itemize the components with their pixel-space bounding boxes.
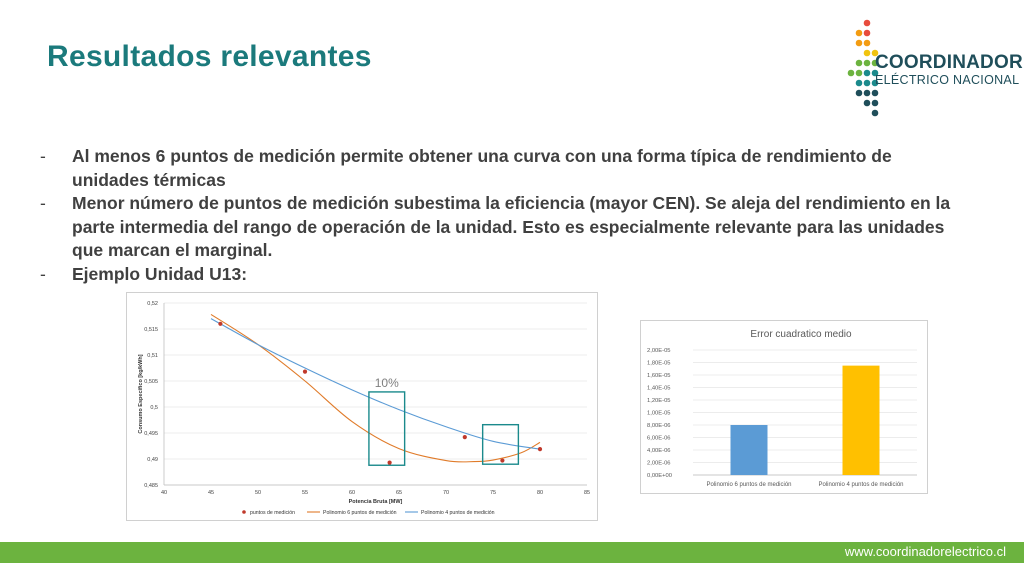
x-tick-label: 60	[348, 490, 356, 496]
logo-dot	[864, 70, 871, 77]
slide-title: Resultados relevantes	[47, 40, 372, 73]
bar-category-label: Polinomio 4 puntos de medición	[818, 482, 904, 488]
bar-y-tick-label: 1,40E-05	[647, 385, 671, 392]
legend-poly6-label: Polinomio 6 puntos de medición	[323, 510, 397, 516]
x-tick-label: 55	[301, 490, 309, 496]
bar	[731, 425, 768, 475]
x-axis-title: Potencia Bruta [MW]	[348, 499, 403, 505]
bar	[843, 366, 880, 475]
logo-dot	[864, 20, 871, 27]
measurement-point	[218, 322, 222, 326]
annotation-label: 10%	[374, 375, 399, 390]
logo-dot	[872, 100, 879, 107]
measurement-point	[388, 461, 392, 465]
measurement-point	[500, 458, 504, 462]
x-tick-label: 70	[442, 490, 450, 496]
x-tick-label: 75	[489, 490, 497, 496]
bar-y-tick-label: 2,00E-06	[647, 460, 671, 467]
logo-dot	[864, 100, 871, 107]
bullet-text: Menor número de puntos de medición subestima la eficiencia (mayor CEN). Se aleja del rendimiento en la parte intermedia del rango de operación de la unidad. Esto es especialmente relevante para las unidades que marcan el marginal.	[72, 193, 951, 260]
bullet-item	[40, 192, 960, 263]
y-axis-title: Consumo Específico [kg/kWh]	[138, 354, 144, 434]
y-tick-label: 0,495	[144, 431, 158, 437]
logo-dot	[864, 50, 871, 57]
logo-dot	[864, 80, 871, 87]
logo-dot	[872, 90, 879, 97]
bullet-dash: -	[40, 263, 46, 284]
bar-y-tick-label: 0,00E+00	[647, 473, 672, 479]
highlight-box	[369, 392, 405, 465]
logo-dot	[856, 40, 863, 47]
bar-chart-title: Error cuadratico medio	[750, 329, 852, 340]
error-bar-chart	[640, 320, 928, 494]
bullet-item	[40, 263, 960, 287]
bar-y-tick-label: 1,80E-05	[647, 360, 671, 367]
measurement-point	[303, 370, 307, 374]
y-tick-label: 0,485	[144, 483, 158, 489]
bar-y-tick-label: 1,00E-05	[647, 410, 671, 417]
measurement-point	[463, 435, 467, 439]
logo-dot	[856, 80, 863, 87]
consumption-chart	[126, 292, 598, 521]
y-tick-label: 0,5	[150, 405, 158, 411]
logo-dot	[864, 40, 871, 47]
bar-y-tick-label: 2,00E-05	[647, 348, 671, 354]
logo-dot	[856, 90, 863, 97]
bar-y-tick-label: 1,20E-05	[647, 398, 671, 404]
bar-y-tick-label: 1,60E-05	[647, 373, 671, 379]
bullet-text: Ejemplo Unidad U13:	[72, 263, 248, 284]
logo-dot	[856, 70, 863, 77]
logo-dot	[848, 70, 855, 77]
bar-y-tick-label: 6,00E-06	[647, 435, 671, 442]
bar-category-label: Polinomio 6 puntos de medición	[706, 482, 792, 488]
logo-dot	[856, 30, 863, 37]
measurement-point	[538, 447, 542, 451]
x-tick-label: 45	[207, 490, 215, 496]
y-tick-label: 0,51	[147, 353, 158, 359]
logo-dot	[856, 60, 863, 67]
consumption-chart-svg	[127, 293, 597, 520]
legend-points-marker	[242, 510, 246, 514]
x-tick-label: 85	[583, 490, 591, 496]
footer-url[interactable]: www.coordinadorelectrico.cl	[844, 544, 1006, 559]
logo-dot	[864, 30, 871, 37]
bar-y-tick-label: 8,00E-06	[647, 423, 671, 429]
logo-dot	[872, 110, 879, 117]
bullet-dash: -	[40, 146, 46, 166]
bullet-item	[40, 145, 960, 192]
logo-line1: COORDINADOR	[875, 52, 1023, 73]
error-bar-chart-svg	[641, 321, 927, 493]
bullet-text: Al menos 6 puntos de medición permite obtener una curva con una forma típica de rendimiento de unidades térmicas	[72, 146, 892, 190]
bullet-list	[40, 145, 960, 286]
x-tick-label: 65	[395, 490, 403, 496]
y-tick-label: 0,515	[144, 327, 158, 333]
x-tick-label: 80	[536, 490, 544, 496]
legend-poly4-label: Polinomio 4 puntos de medición	[421, 510, 495, 516]
x-tick-label: 50	[254, 490, 262, 496]
y-tick-label: 0,52	[147, 301, 158, 307]
legend-points-label: puntos de medición	[250, 510, 295, 516]
logo-dot	[864, 90, 871, 97]
y-tick-label: 0,49	[147, 457, 158, 463]
footer-bar	[0, 542, 1024, 563]
logo-dot	[864, 60, 871, 67]
bullet-dash: -	[40, 193, 46, 213]
bar-y-tick-label: 4,00E-06	[647, 448, 671, 454]
logo-line2: ELÉCTRICO NACIONAL	[875, 73, 1020, 87]
x-tick-label: 40	[160, 490, 168, 496]
y-tick-label: 0,505	[144, 379, 158, 385]
